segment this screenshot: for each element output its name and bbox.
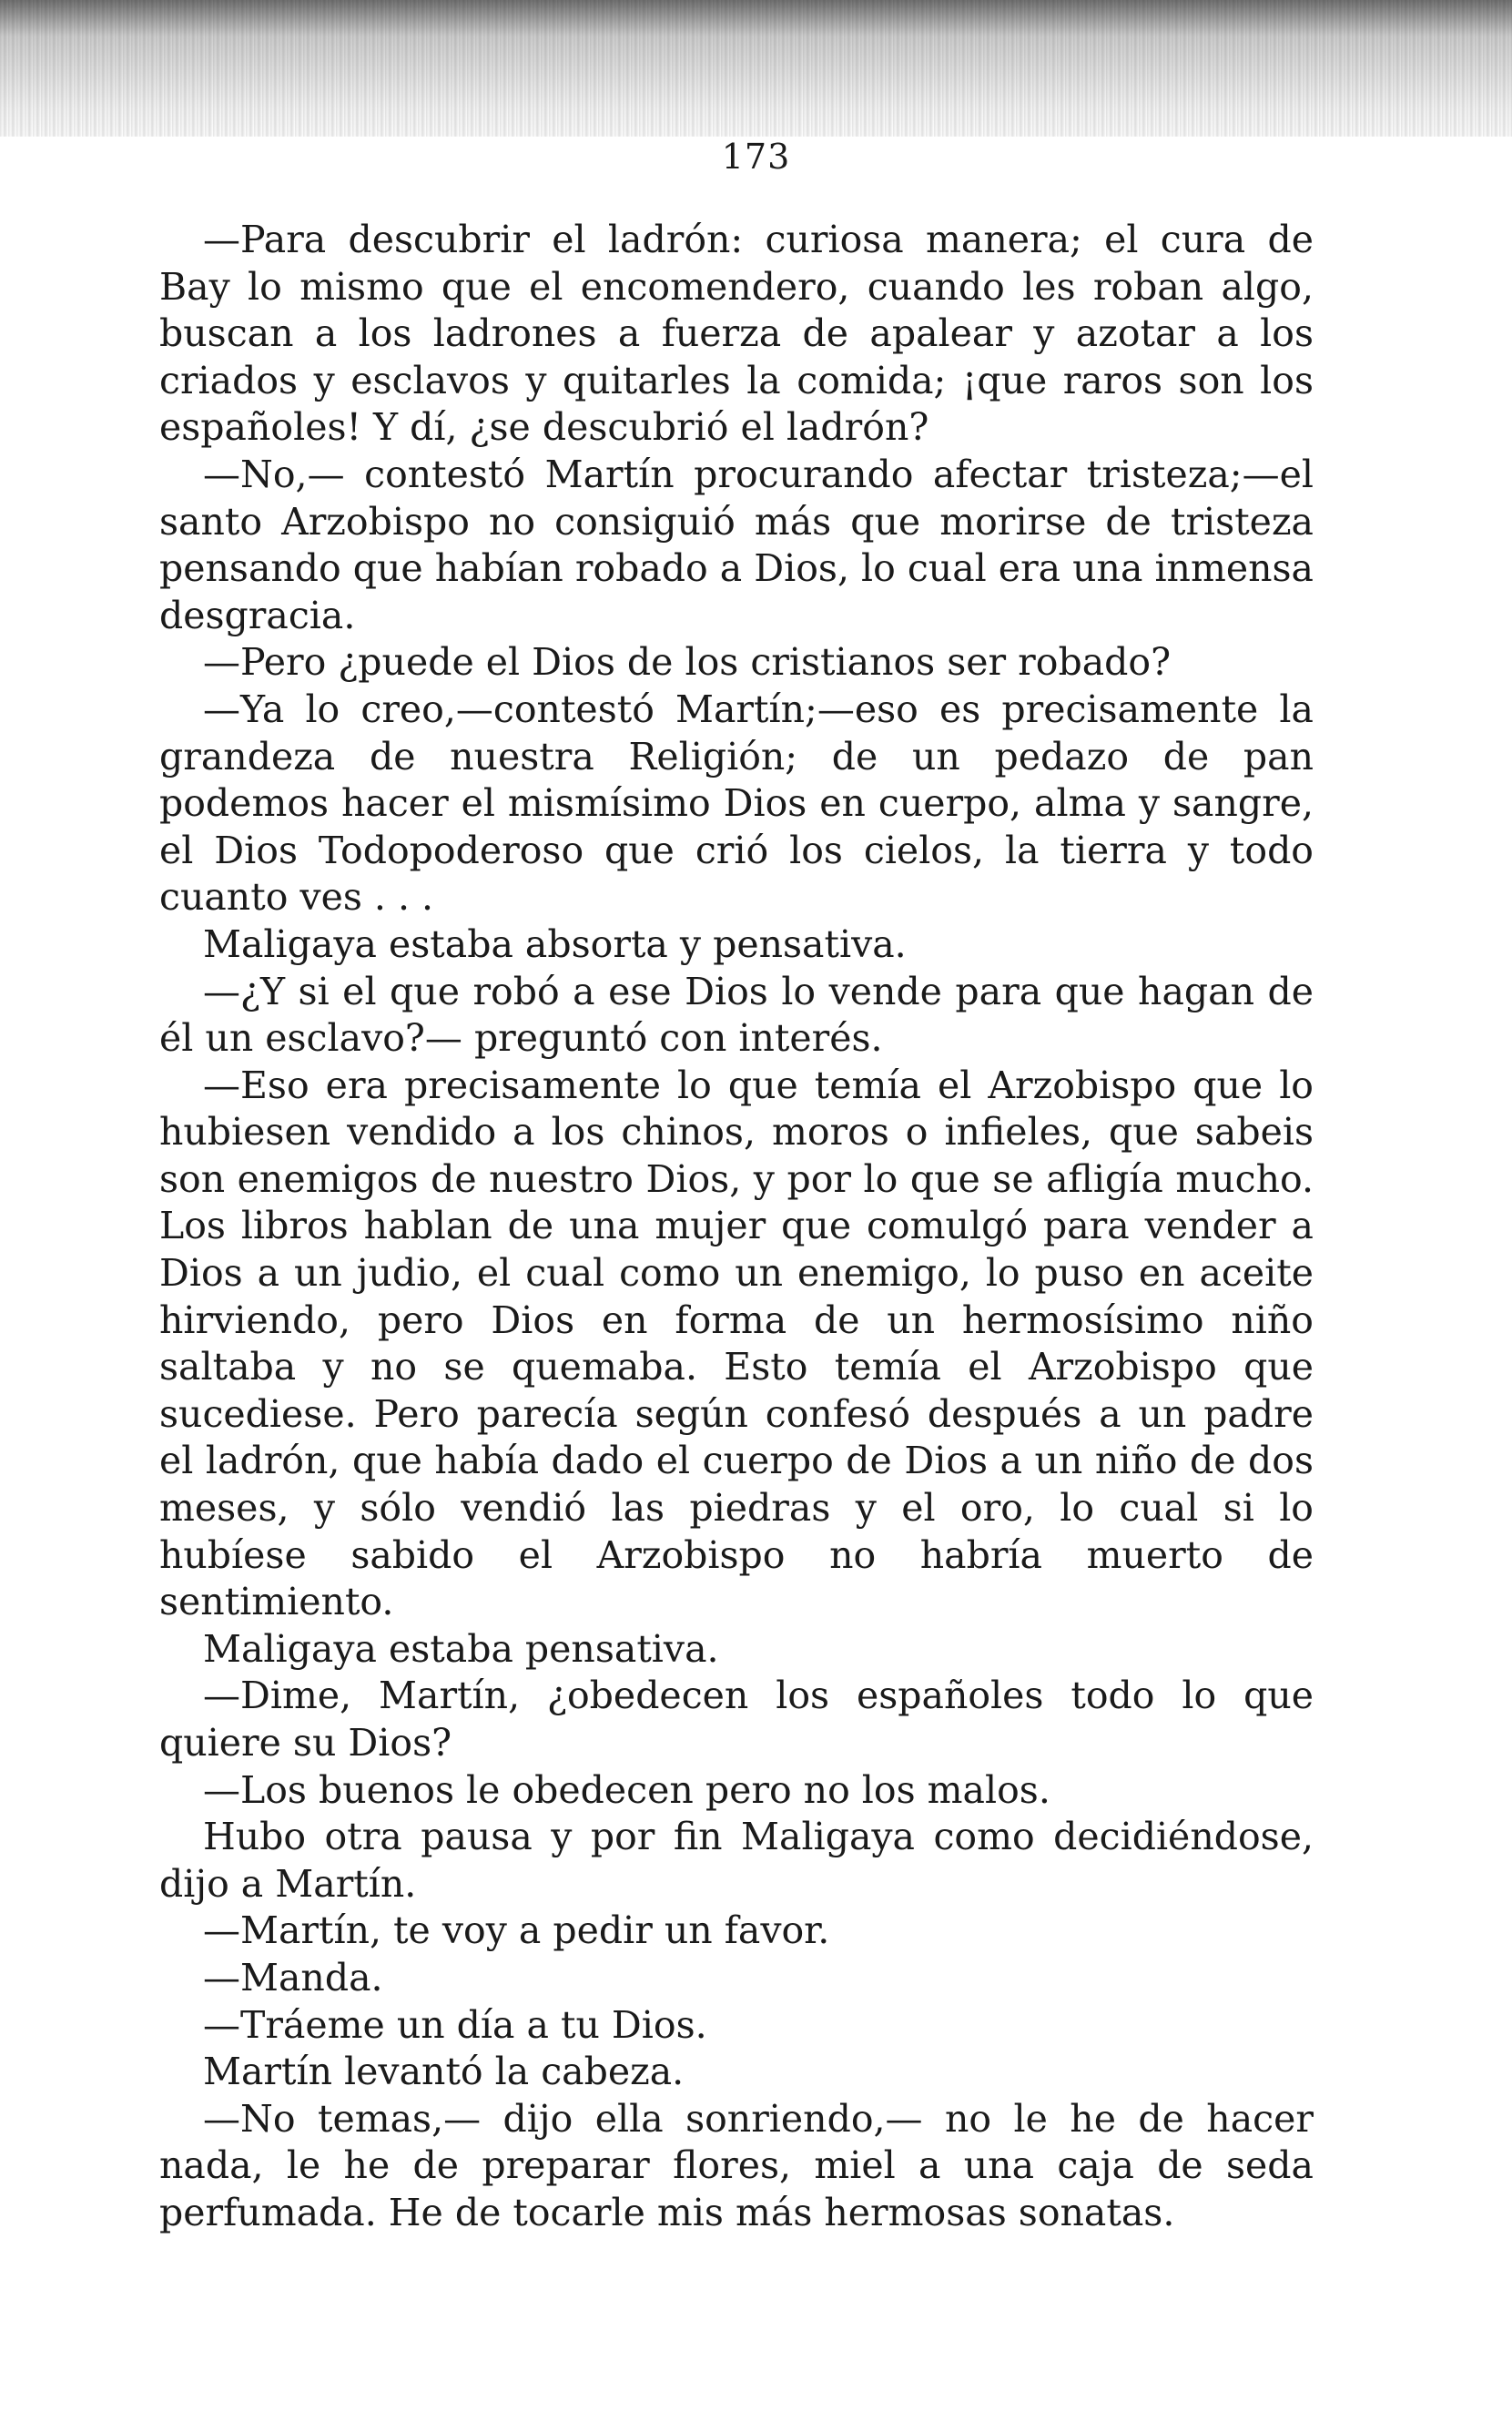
- paragraph: Martín levantó la cabeza.: [203, 2050, 685, 2094]
- paragraph: —¿Y si el que robó a ese Dios lo vende para que hagan de él un esclavo?— preguntó con interés.: [159, 969, 1314, 1061]
- paragraph: —Eso era precisamente lo que temía el Arzobispo que lo hubiesen vendido a los chinos, moros o infieles, que sabeis son enemigos de nuestro Dios, y por lo que se afligía mucho. Los libros hablan de una mujer que comulgó para vender a Dios a un judio, el cual como un enemigo, lo puso en aceite hirviendo, pero Dios en forma de un hermosísimo niño saltaba y no se quemaba. Esto temía el Arzobispo que sucediese. Pero parecía según confesó después a un padre el ladrón, que había dado el cuerpo de Dios a un niño de dos meses, y sólo vendió las piedras y el oro, lo cual si lo hubíese sabido el Arzobispo no habría muerto de sentimiento.: [159, 1063, 1314, 1624]
- scan-noise-band: [0, 0, 1512, 137]
- paragraph: —Dime, Martín, ¿obedecen los españoles todo lo que quiere su Dios?: [159, 1674, 1314, 1765]
- page-number: 173: [721, 137, 791, 177]
- paragraph: Hubo otra pausa y por fin Maligaya como decidiéndose, dijo a Martín.: [159, 1815, 1314, 1906]
- paragraph: —No,— contestó Martín procurando afectar tristeza;—el santo Arzobispo no consiguió más que morirse de tristeza pensando que habían robado a Dios, lo cual era una inmensa desgracia.: [159, 452, 1314, 637]
- paragraph: Maligaya estaba pensativa.: [203, 1626, 719, 1671]
- paragraph: —Ya lo creo,—contestó Martín;—eso es precisamente la grandeza de nuestra Religión; de un pedazo de pan podemos hacer el mismísimo Dios en cuerpo, alma y sangre, el Dios Todopoderoso que crió los cielos, la tierra y todo cuanto ves . . .: [159, 687, 1314, 920]
- paragraph: —Martín, te voy a pedir un favor.: [203, 1908, 830, 1953]
- paragraph: —Para descubrir el ladrón: curiosa manera; el cura de Bay lo mismo que el encomendero, cuando les roban algo, buscan a los ladrones a fuerza de apalear y azotar a los criados y esclavos y quitarles la comida; ¡que raros son los españoles! Y dí, ¿se descubrió el ladrón?: [159, 218, 1314, 450]
- paragraph: —Tráeme un día a tu Dios.: [203, 2002, 707, 2047]
- paragraph: —No temas,— dijo ella sonriendo,— no le he de hacer nada, le he de preparar flores, miel a una caja de seda perfumada. He de tocarle mis más hermosas sonatas.: [159, 2096, 1314, 2234]
- body-text: [159, 217, 1314, 2237]
- paragraph: Maligaya estaba absorta y pensativa.: [203, 921, 907, 966]
- paragraph: —Los buenos le obedecen pero no los malos.: [203, 1767, 1050, 1812]
- paragraph: —Pero ¿puede el Dios de los cristianos ser robado?: [203, 640, 1172, 685]
- paragraph: —Manda.: [203, 1955, 383, 2000]
